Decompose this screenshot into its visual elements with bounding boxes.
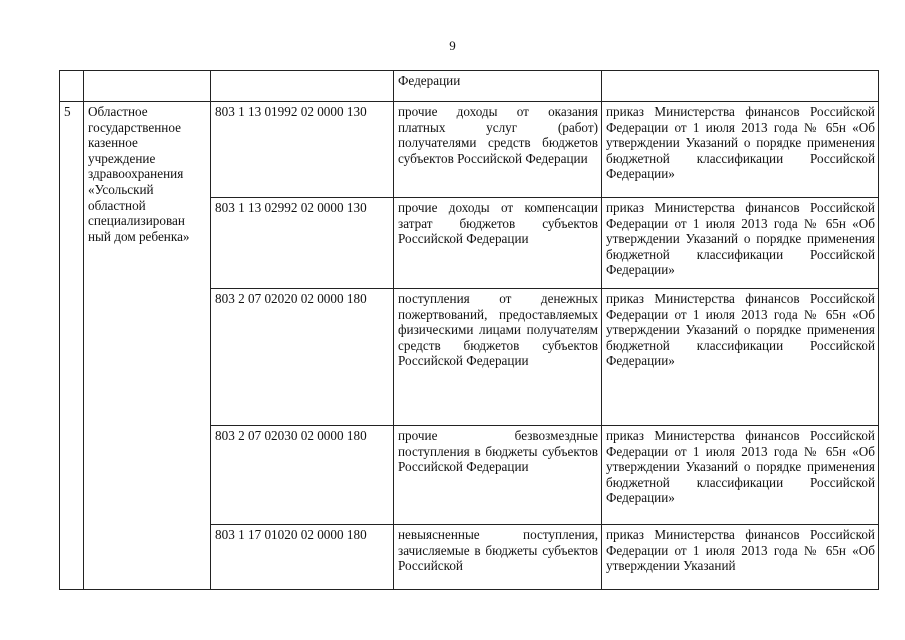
code-cell: 803 1 13 01992 02 0000 130 [211,102,394,198]
table-row [60,102,879,198]
basis-cell [602,71,879,102]
code-cell [211,71,394,102]
description-cell: Федерации [394,71,602,102]
basis-cell: приказ Министерства финансов Российской Федерации от 1 июля 2013 года № 65н «Об утверждении Указаний о порядке применения бюджетной классификации Российской Федерации» [602,198,879,289]
code-cell: 803 1 17 01020 02 0000 180 [211,525,394,590]
code-cell: 803 1 13 02992 02 0000 130 [211,198,394,289]
code-cell: 803 2 07 02030 02 0000 180 [211,426,394,525]
agency-name-cell: Областное государственное казенное учреждение здравоохранения «Усольский областной специализирован ный дом ребенка» [84,102,211,590]
basis-cell: приказ Министерства финансов Российской Федерации от 1 июля 2013 года № 65н «Об утверждении Указаний о порядке применения бюджетной классификации Российской Федерации» [602,102,879,198]
table-row [60,71,879,102]
code-cell: 803 2 07 02020 02 0000 180 [211,289,394,426]
basis-cell: приказ Министерства финансов Российской Федерации от 1 июля 2013 года № 65н «Об утверждении Указаний о порядке применения бюджетной классификации Российской Федерации» [602,289,879,426]
basis-cell: приказ Министерства финансов Российской Федерации от 1 июля 2013 года № 65н «Об утверждении Указаний о порядке применения бюджетной классификации Российской Федерации» [602,426,879,525]
description-cell: прочие безвозмездные поступления в бюджеты субъектов Российской Федерации [394,426,602,525]
classification-table [59,70,879,590]
agency-cell [84,71,211,102]
description-cell: поступления от денежных пожертвований, предоставляемых физическими лицами получателям средств бюджетов субъектов Российской Федерации [394,289,602,426]
basis-cell: приказ Министерства финансов Российской Федерации от 1 июля 2013 года № 65н «Об утверждении Указаний [602,525,879,590]
row-number-cell: 5 [60,102,84,590]
description-cell: невыясненные поступления, зачисляемые в бюджеты субъектов Российской [394,525,602,590]
description-cell: прочие доходы от оказания платных услуг (работ) получателями средств бюджетов субъектов Российской Федерации [394,102,602,198]
row-number-cell [60,71,84,102]
description-cell: прочие доходы от компенсации затрат бюджетов субъектов Российской Федерации [394,198,602,289]
page-number: 9 [449,38,456,53]
